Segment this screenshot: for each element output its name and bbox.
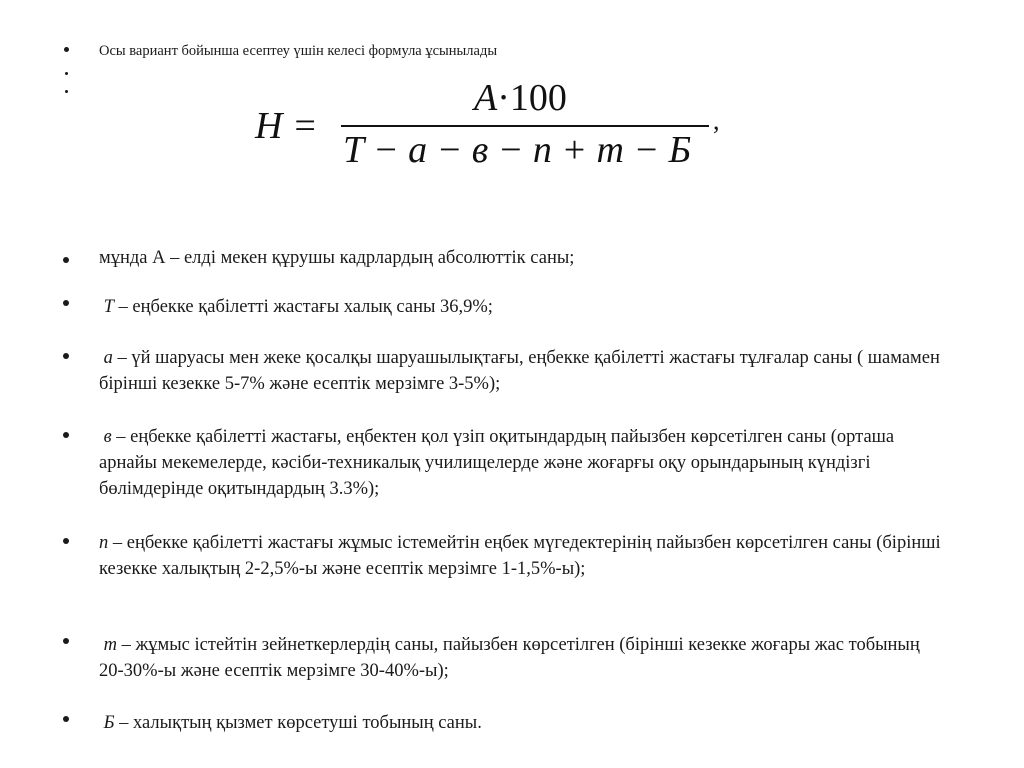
item-text: – еңбекке қабілетті жастағы, еңбектен қол үзіп оқитындардың пайызбен көрсетілген саны (орташа арнайы мекемелерде, кәсіби-техникалық училищелерде және жоғарғы оқу орындарының күндізгі бөлімдерінде оқитындардың 3.3%);	[99, 427, 895, 499]
bullet-icon	[65, 90, 68, 93]
intro-text: Осы вариант бойынша есептеу үшін келесі формула ұсынылады	[99, 43, 498, 59]
item-text: мұнда А – елді мекен құрушы кадрлардың абсолюттік саны;	[99, 248, 575, 268]
formula-numerator-var: A	[474, 77, 498, 119]
list-item	[99, 710, 949, 736]
bullet-icon	[63, 432, 69, 438]
bullet-icon	[65, 72, 68, 75]
formula-lhs: H =	[255, 105, 318, 147]
bullet-icon	[63, 300, 69, 306]
formula-denominator: T − a − в − n + m − Б	[343, 129, 692, 171]
bullet-icon	[63, 257, 69, 263]
item-variable: T	[103, 297, 114, 317]
item-text: – жұмыс істейтін зейнеткерлердің саны, пайызбен көрсетілген (бірінші кезекке жоғары жас тобының 20-30%-ы және есептік мерзімге 30-40%-ы);	[99, 635, 920, 681]
item-text: – үй шаруасы мен жеке қосалқы шаруашылықтағы, еңбекке қабілетті жастағы тұлғалар саны ( шамамен бірінші кезекке 5-7% және есептік мерзімге 3-5%);	[99, 348, 940, 394]
item-variable: в	[103, 427, 112, 447]
item-text: – еңбекке қабілетті жастағы халық саны 36,9%;	[113, 297, 493, 317]
list-item	[99, 424, 949, 502]
list-item	[99, 294, 949, 320]
list-item	[99, 245, 949, 271]
bullet-icon	[63, 538, 69, 544]
item-variable: m	[103, 635, 117, 655]
bullet-icon	[63, 716, 69, 722]
bullet-icon	[63, 638, 69, 644]
item-variable: n	[99, 533, 109, 553]
bullet-icon	[64, 47, 69, 52]
item-variable: Б	[103, 713, 115, 733]
list-item	[99, 345, 949, 397]
list-item	[99, 530, 949, 582]
formula-trailing: ,	[713, 106, 720, 135]
formula-numerator-rest: ·100	[497, 77, 567, 119]
fraction-bar	[341, 125, 709, 127]
list-item	[99, 632, 949, 684]
item-text: – еңбекке қабілетті жастағы жұмыс істемейтін еңбек мүгедектерінің пайызбен көрсетілген саны (бірінші кезекке халықтың 2-2,5%-ы және есептік мерзімге 1-1,5%-ы);	[99, 533, 941, 579]
formula-numerator	[474, 76, 567, 120]
bullet-icon	[63, 353, 69, 359]
item-text: – халықтың қызмет көрсетуші тобының саны.	[114, 713, 482, 733]
formula	[255, 76, 735, 176]
item-variable: a	[103, 348, 113, 368]
